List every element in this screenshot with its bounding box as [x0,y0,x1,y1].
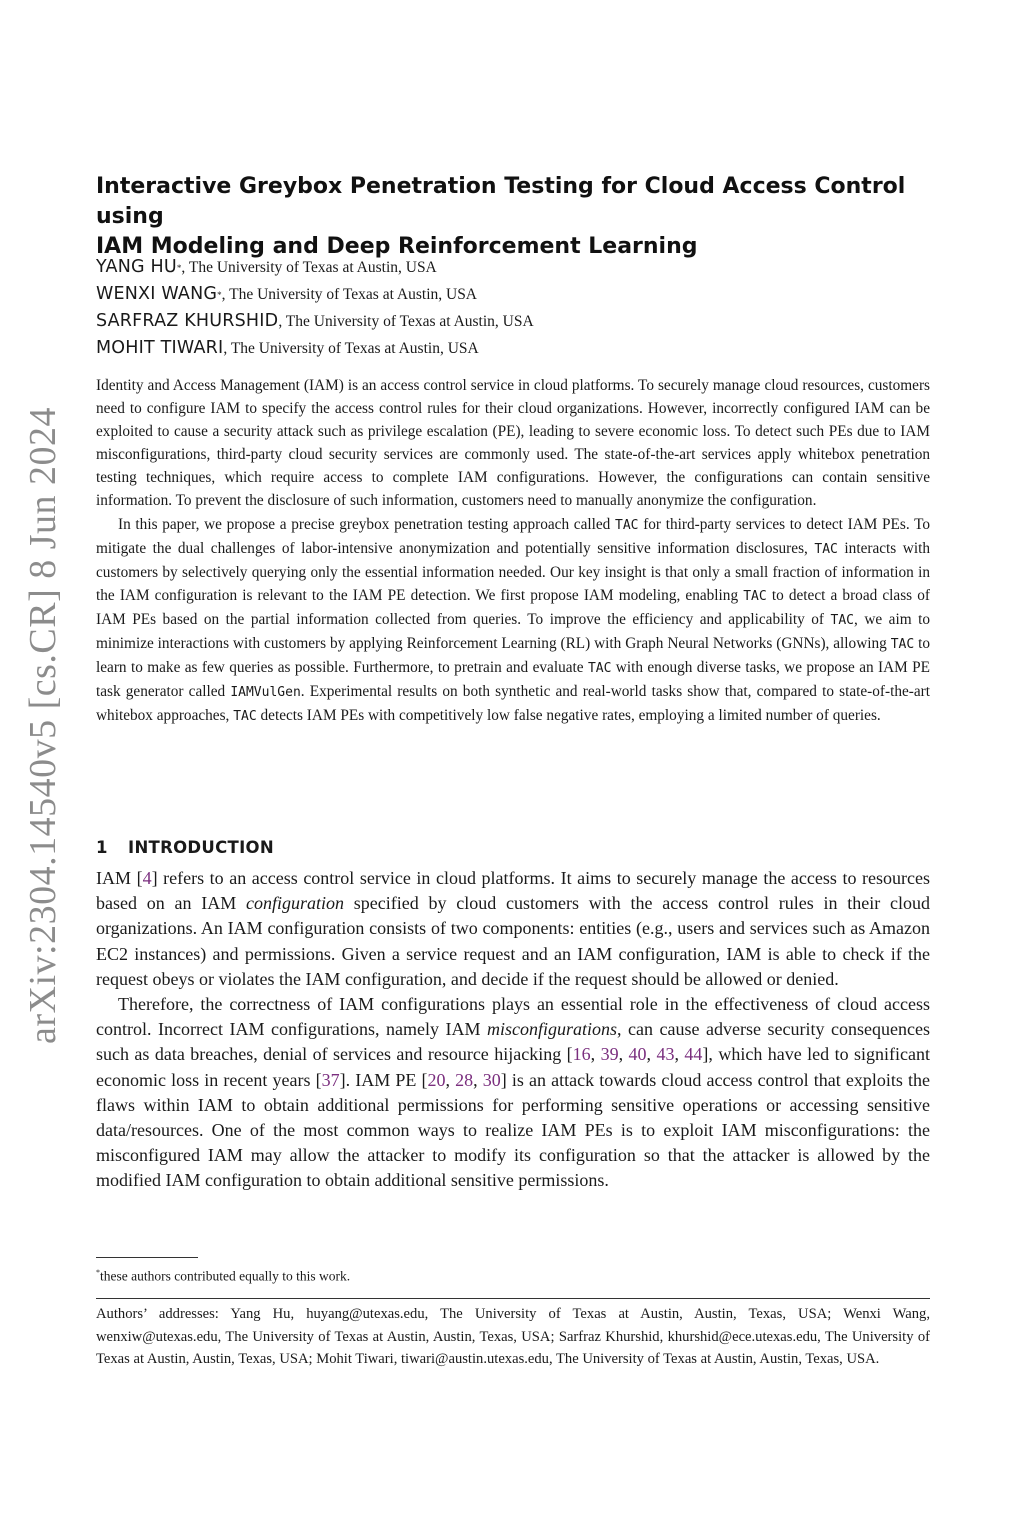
author-affiliation: , The University of Texas at Austin, USA [221,286,478,303]
author-name: SARFRAZ KHURSHID [96,311,279,331]
separator: , [674,1044,685,1065]
citation-link[interactable]: 43 [656,1044,675,1065]
footnote-mark: * [96,1268,100,1277]
abstract [96,374,930,728]
intro-paragraph-2 [96,992,930,1194]
abstract-paragraph-2 [96,513,930,729]
author-yang-hu [96,254,930,281]
author-affiliation: , The University of Texas at Austin, USA [278,313,534,330]
section-heading [96,837,930,859]
separator: , [590,1044,601,1065]
author-sarfraz-khurshid [96,308,930,335]
text: In this paper, we propose a precise greybox penetration testing approach called [118,515,616,533]
text: Therefore, the correctness of IAM configurations plays an essential role in the effectiveness of cloud access control. Incorrect IAM configurations, namely IAM [96,994,930,1040]
text: to detect a broad class of IAM PEs based on the partial information collected from queries. To improve the efficiency and applicability of [96,586,930,628]
text: , we aim to minimize interactions with customers by applying Reinforcement Learning (RL) with Graph Neural Networks (GNNs), allowing [96,610,930,653]
tac-name: TAC [233,709,257,725]
text: to learn to make as few queries as possible. Furthermore, to pretrain and evaluate [96,635,930,677]
tac-name: TAC [743,588,767,604]
emphasis: misconfigurations [487,1019,618,1040]
tac-name: TAC [814,541,838,557]
author-wenxi-wang [96,281,930,308]
separator: , [445,1069,456,1090]
equal-contribution-mark: * [176,263,182,273]
addresses-divider [96,1298,930,1299]
text: interacts with customers by selectively querying only the essential information needed. Our key insight is that only a small fraction of information in the IAM configuration is relevant to the IAM PE detection. We first propose IAM modeling, enabling [96,539,930,604]
arxiv-identifier: arXiv:2304.14540v5 [cs.CR] 8 Jun 2024 [22,406,64,1044]
section-number: 1 [96,838,108,857]
text: ] refers to an access control service in cloud platforms. It aims to securely manage the access to resources based on an IAM [96,868,930,914]
tac-name: TAC [587,661,612,677]
tac-name: TAC [615,517,639,533]
tac-name: TAC [830,612,854,628]
author-name: MOHIT TIWARI [96,338,224,358]
abstract-paragraph-1: Identity and Access Management (IAM) is an access control service in cloud platforms. To securely manage cloud resources, customers need to configure IAM to specify the access control rules for their cloud organizations. However, incorrectly configured IAM can be exploited to cause a security attack such as privilege escalation (PE), leading to severe economic loss. To detect such PEs due to IAM misconfigurations, third-party cloud security services are commonly used. The state-of-the-art services apply whitebox penetration testing techniques, which require access to complete IAM configurations. However, the configurations can contain sensitive information. To prevent the disclosure of such information, customers need to manually anonymize the configuration. [96,377,930,510]
citation-link[interactable]: 37 [321,1069,340,1090]
text: , can cause adverse security consequences such as data breaches, denial of services and resource hijacking [ [96,1019,930,1065]
citation-link[interactable]: 20 [427,1069,446,1090]
citation-link[interactable]: 4 [142,868,152,888]
text: ] is an attack towards cloud access control that exploits the flaws within IAM to obtain additional permissions for performing sensitive operations or accessing sensitive data/resources. One of the most common ways to realize IAM PEs is to exploit IAM misconfigurations: the misconfigured IAM may allow the attacker to modify its configuration so that the attacker is allowed by the modified IAM configuration to obtain additional sensitive permissions. [96,1069,931,1191]
author-affiliation: , The University of Texas at Austin, USA [223,340,479,357]
emphasis: configuration [246,893,345,914]
text: . Experimental results on both synthetic and real-world tasks show that, compared to state-of-the-art whitebox approaches, [96,683,930,725]
separator: , [646,1044,657,1065]
iamvulgen-name: IAMVulGen [230,685,301,701]
text: detects IAM PEs with competitively low false negative rates, employing a limited number of queries. [256,707,881,725]
text: with enough diverse tasks, we propose an IAM PE task generator called [96,659,930,701]
citation-link[interactable]: 16 [572,1044,591,1065]
introduction-body [96,866,930,1194]
intro-paragraph-1 [96,866,930,992]
tac-name: TAC [890,637,915,653]
author-name: YANG HU [96,257,177,277]
paper-title [96,172,930,262]
title-line-1: Interactive Greybox Penetration Testing for Cloud Access Control using [96,174,906,229]
text: for third-party services to detect IAM PEs. To mitigate the dual challenges of labor-intensive anonymization and potentially sensitive information disclosures, [96,515,930,557]
citation-link[interactable]: 30 [482,1069,501,1090]
author-mohit-tiwari [96,335,930,362]
author-name: WENXI WANG [96,284,218,304]
text: ]. IAM PE [ [339,1069,428,1090]
author-list [96,254,930,362]
citation-link[interactable]: 40 [628,1044,647,1065]
separator: , [618,1044,629,1065]
author-affiliation: , The University of Texas at Austin, USA [181,259,437,276]
citation-link[interactable]: 44 [684,1044,703,1065]
text: specified by cloud customers with the access control rules in their cloud organizations. An IAM configuration consists of two components: entities (e.g., users and services such as Amazon EC2 instances) and permissions. Given a service request and an IAM configuration, IAM is able to check if the request obeys or violates the IAM configuration, and decide if the request should be allowed or denied. [96,893,930,989]
footnote [96,1263,930,1287]
text: IAM [ [96,868,143,888]
citation-link[interactable]: 39 [600,1044,619,1065]
citation-link[interactable]: 28 [455,1069,474,1090]
footnote-divider [96,1257,198,1258]
title-line-2: IAM Modeling and Deep Reinforcement Learning [96,234,698,259]
section-title: INTRODUCTION [128,838,274,857]
footnote-text: these authors contributed equally to this work. [100,1268,351,1284]
text: ], which have led to significant economic loss in recent years [ [96,1044,931,1090]
separator: , [473,1069,483,1090]
author-addresses: Authors’ addresses: Yang Hu, huyang@utexas.edu, The University of Texas at Austin, Austin, Texas, USA; Wenxi Wang, wenxiw@utexas.edu, The University of Texas at Austin, Austin, Texas, USA; Sarfraz Khurshid, khurshid@ece.utexas.edu, The University of Texas at Austin, Austin, Texas, USA; Mohit Tiwari, tiwari@austin.utexas.edu, The University of Texas at Austin, Austin, Texas, USA. [96,1306,930,1368]
equal-contribution-mark: * [217,290,222,300]
